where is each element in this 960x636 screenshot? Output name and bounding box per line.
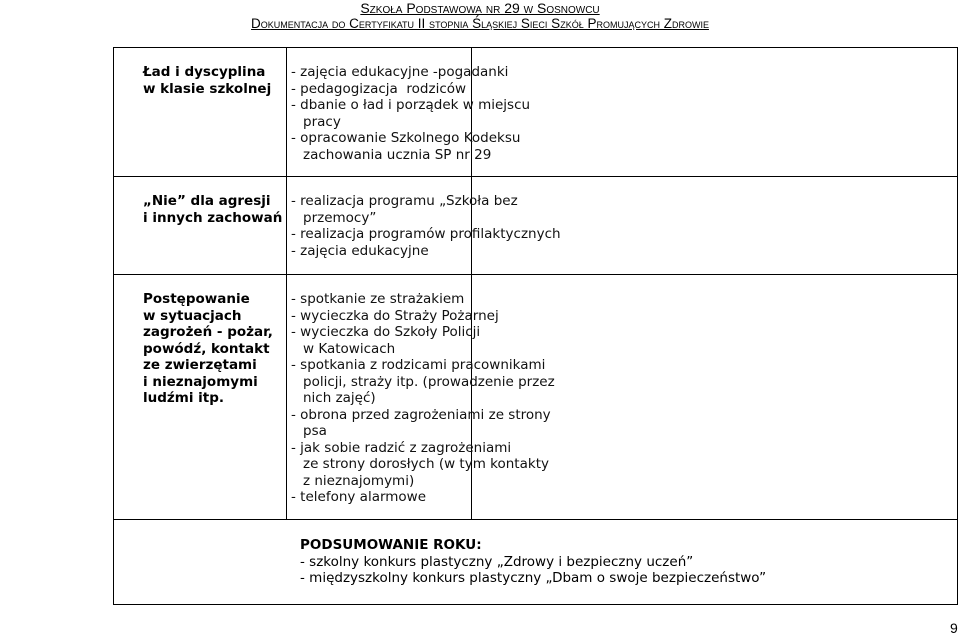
list-item: [291, 291, 463, 308]
header-school-name: Szkoła Podstawowa nr 29 w Sosnowcu: [360, 0, 600, 16]
item-line: - zajęcia edukacyjne: [291, 242, 429, 259]
item-line: przemocy”: [303, 209, 377, 226]
activities-cell: [287, 48, 531, 176]
activities-cell: [287, 275, 555, 519]
topic-cell: [114, 275, 287, 519]
item-line: - telefony alarmowe: [291, 489, 427, 505]
item-line: - obrona przed zagrożeniami ze strony: [291, 406, 551, 423]
item-line: policji, straży itp. (prowadzenie przez: [303, 373, 555, 390]
summary-line: - międzyszkolny konkurs plastyczny „Dbam o swoje bezpieczeństwo”: [300, 570, 767, 586]
item-line: z nieznajomymi): [303, 472, 415, 489]
list-item: [291, 243, 463, 260]
activities-cell: [287, 177, 561, 274]
document-header: [0, 0, 960, 31]
list-item: [291, 64, 509, 81]
summary-line: - szkolny konkurs plastyczny „Zdrowy i bezpieczny uczeń”: [300, 553, 694, 570]
topic-label: Ład i dyscyplina w klasie szkolnej: [143, 64, 272, 97]
list-item: [291, 226, 561, 243]
item-line: - dbanie o ład i porządek w miejscu: [291, 97, 531, 113]
table-row: [114, 48, 958, 177]
item-line: zachowania ucznia SP nr 29: [303, 146, 492, 163]
list-item: [291, 406, 551, 440]
item-line: - realizacja programu „Szkoła bez: [291, 193, 518, 209]
item-line: - spotkanie ze strażakiem: [291, 291, 465, 307]
item-line: - zajęcia edukacyjne -pogadanki: [291, 64, 509, 80]
header-document-title: Dokumentacja do Certyfikatu II stopnia Śląskiej Sieci Szkół Promujących Zdrowie: [251, 16, 709, 31]
topic-cell: [114, 177, 287, 274]
topic-label: „Nie” dla agresji i innych zachowań: [143, 193, 283, 226]
list-item: [291, 193, 518, 226]
item-line: - realizacja programów profilaktycznych: [291, 226, 561, 242]
item-line: - opracowanie Szkolnego Kodeksu: [291, 130, 521, 146]
empty-cell: [472, 48, 958, 176]
page-number: 9: [950, 620, 958, 636]
item-line: - spotkania z rodzicami pracownikami: [291, 357, 546, 373]
list-item: [291, 357, 555, 407]
table-row: [114, 275, 958, 520]
table-row: [114, 177, 958, 275]
item-line: w Katowicach: [303, 340, 396, 357]
year-summary: [114, 520, 958, 605]
item-line: - wycieczka do Straży Pożarnej: [291, 307, 499, 324]
item-line: pracy: [303, 113, 341, 130]
item-line: psa: [303, 423, 327, 439]
list-item: [291, 97, 531, 130]
program-table: [113, 47, 958, 605]
item-line: - pedagogizacja rodziców: [291, 80, 467, 97]
empty-cell: [472, 275, 958, 519]
item-line: ze strony dorosłych (w tym kontakty: [303, 456, 549, 472]
item-line: - jak sobie radzić z zagrożeniami: [291, 439, 512, 456]
summary-title: PODSUMOWANIE ROKU:: [300, 537, 482, 553]
topic-cell: [114, 48, 287, 176]
list-item: [291, 439, 549, 490]
list-item: [291, 307, 499, 325]
list-item: [291, 489, 463, 506]
empty-cell: [472, 177, 958, 274]
item-line: - wycieczka do Szkoły Policji: [291, 324, 481, 340]
list-item: [291, 324, 481, 357]
list-item: [291, 130, 521, 163]
list-item: [291, 80, 467, 98]
topic-label: Postępowanie w sytuacjach zagrożeń - pożar, powódź, kontakt ze zwierzętami i nieznajomymi ludźmi itp.: [143, 291, 273, 406]
item-line: nich zajęć): [303, 390, 376, 406]
